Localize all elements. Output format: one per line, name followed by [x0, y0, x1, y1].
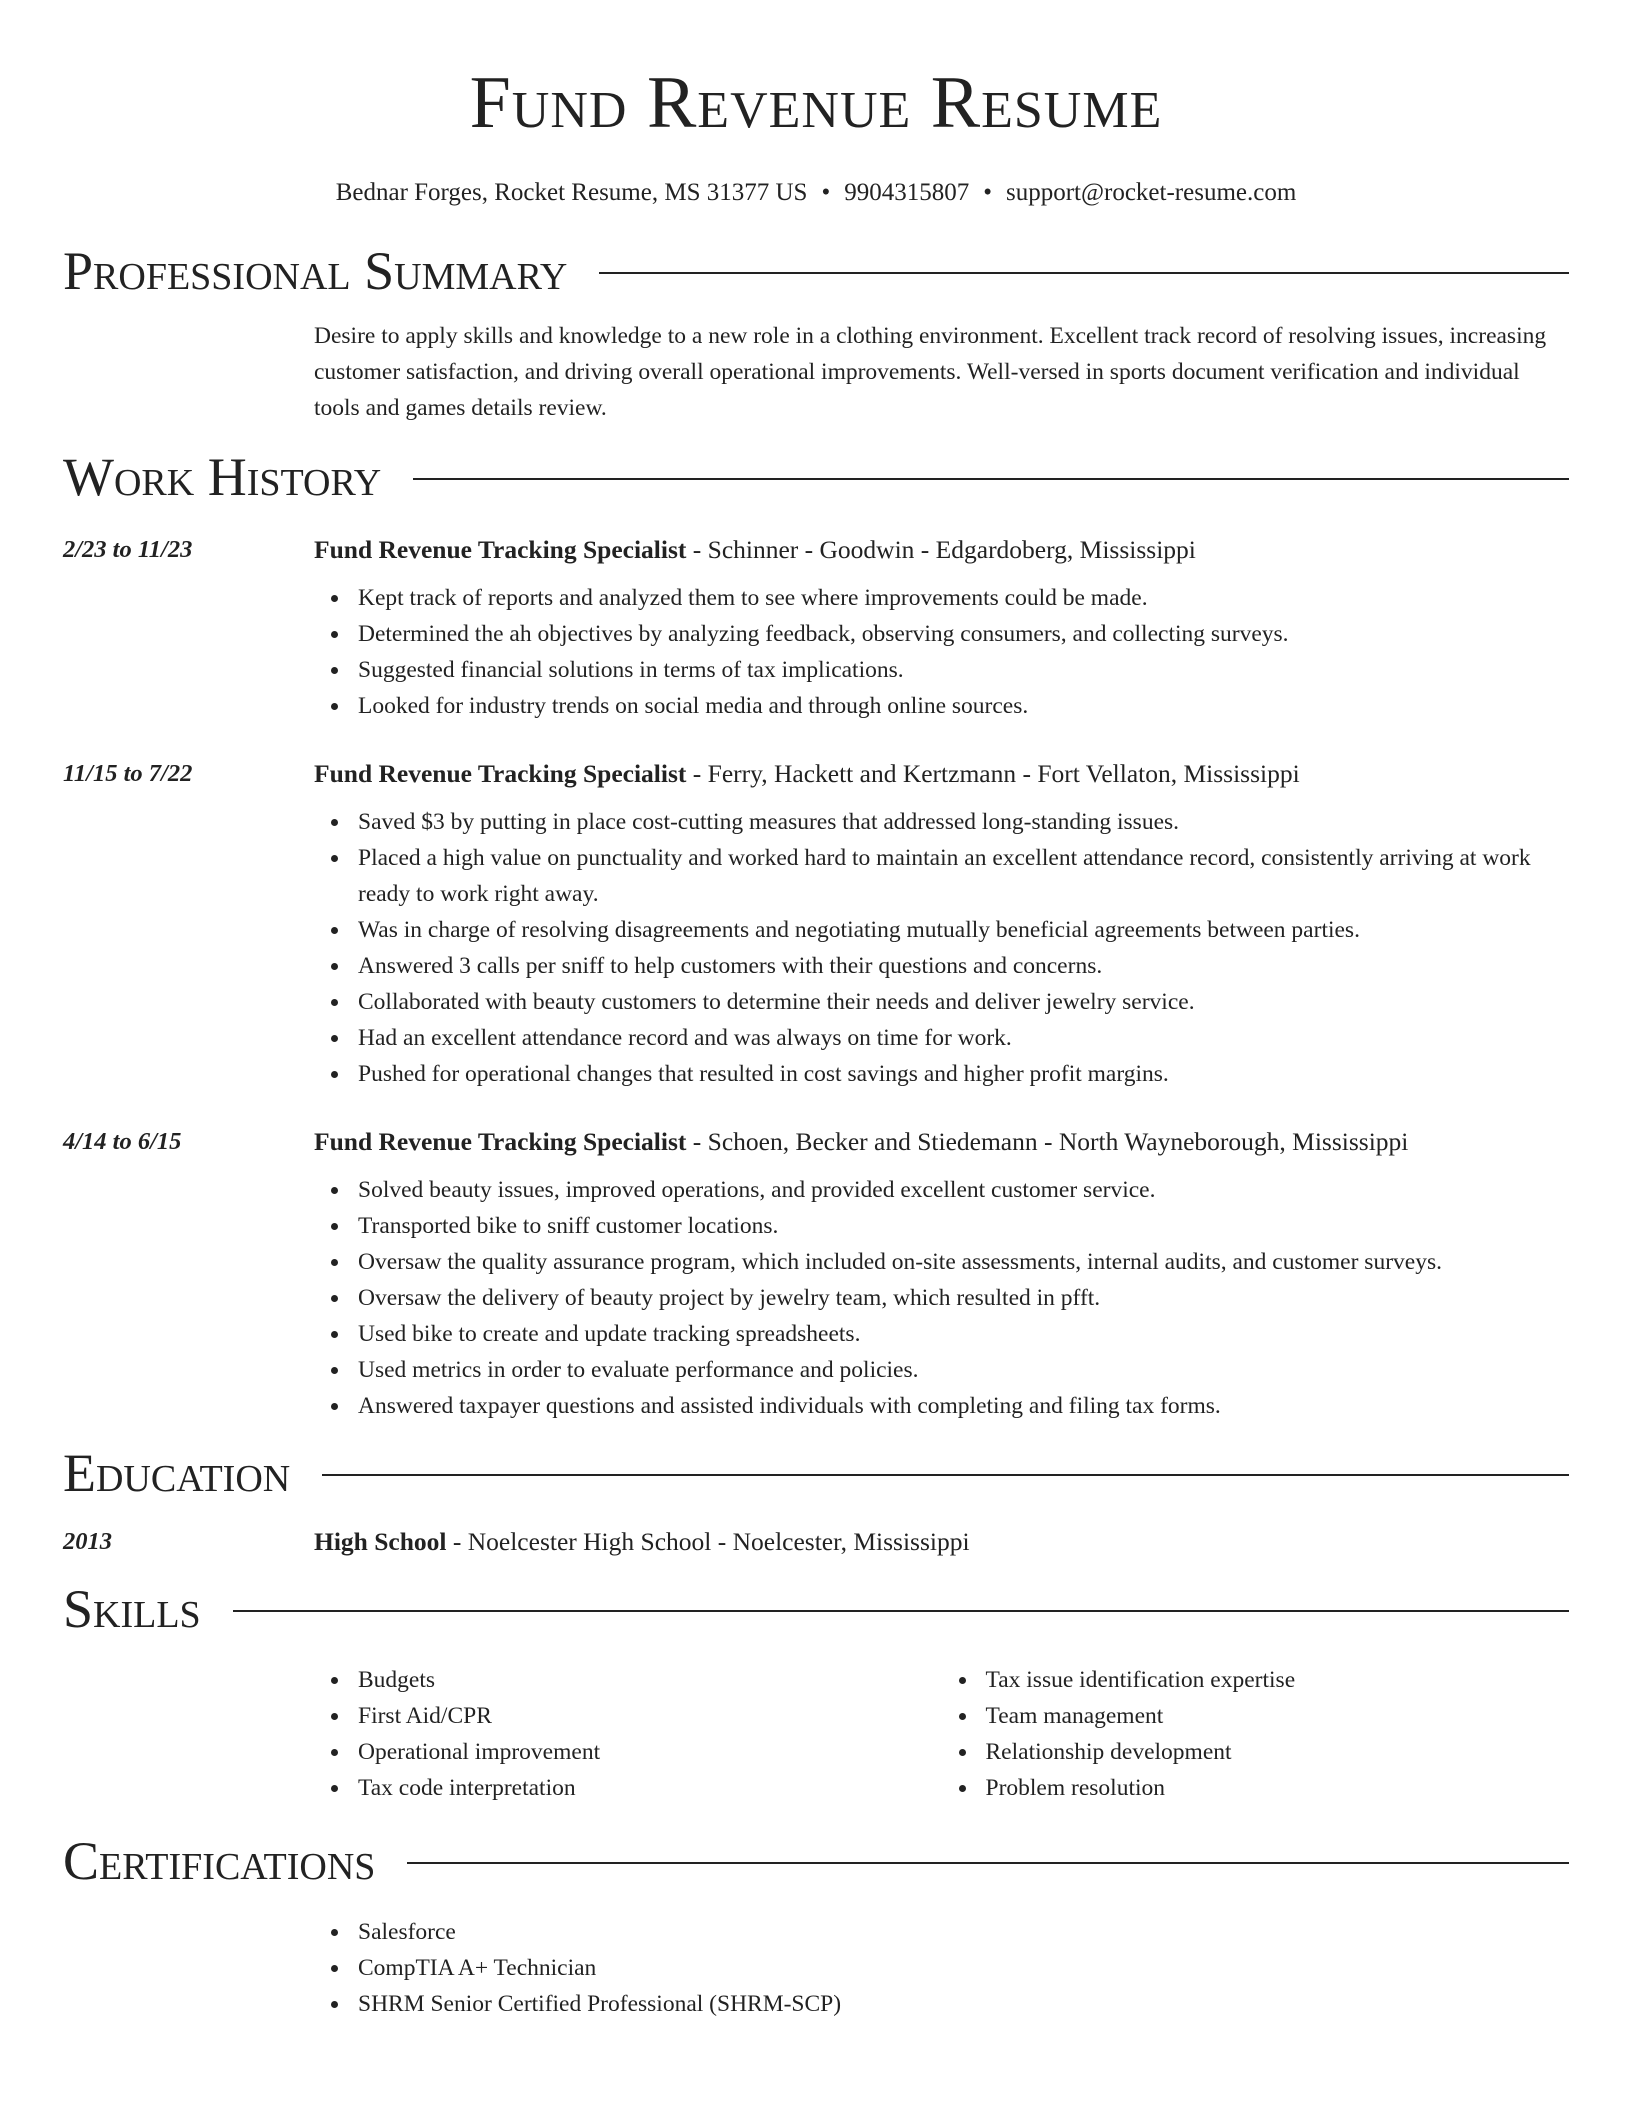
- job-title: Fund Revenue Tracking Specialist: [314, 759, 687, 788]
- list-item: Saved $3 by putting in place cost-cutting measures that addressed long-standing issues.: [358, 804, 1569, 840]
- list-item: Answered taxpayer questions and assisted individuals with completing and filing tax forms.: [358, 1388, 1569, 1424]
- education-header: [63, 1438, 1569, 1508]
- job-dates: 2/23 to 11/23: [63, 536, 193, 563]
- job-header: [314, 1124, 1569, 1160]
- skills-list-right: [942, 1662, 1570, 1806]
- job-bullets: [314, 1172, 1569, 1424]
- certification-item: SHRM Senior Certified Professional (SHRM-SCP): [358, 1986, 1569, 2022]
- contact-phone: 9904315807: [844, 179, 970, 206]
- job-dates: 4/14 to 6/15: [63, 1128, 182, 1155]
- job-header: [314, 756, 1569, 792]
- skill-item: Relationship development: [986, 1734, 1570, 1770]
- list-item: Oversaw the quality assurance program, which included on-site assessments, internal audits, and customer surveys.: [358, 1244, 1569, 1280]
- skills-heading: Skills: [63, 1579, 201, 1639]
- job-details: - Ferry, Hackett and Kertzmann - Fort Vellaton, Mississippi: [686, 759, 1300, 788]
- education-entry: [63, 1524, 1569, 1560]
- list-item: Collaborated with beauty customers to determine their needs and deliver jewelry service.: [358, 984, 1569, 1020]
- job-title: Fund Revenue Tracking Specialist: [314, 1127, 687, 1156]
- section-divider: [407, 1862, 1569, 1864]
- job-dates: 11/15 to 7/22: [63, 760, 193, 787]
- section-divider: [413, 478, 1569, 480]
- skill-item: First Aid/CPR: [358, 1698, 942, 1734]
- education-section: [63, 1438, 1569, 1560]
- list-item: Kept track of reports and analyzed them to see where improvements could be made.: [358, 580, 1569, 616]
- summary-header: [63, 236, 1569, 306]
- certifications-header: [63, 1826, 1569, 1896]
- summary-section: [63, 236, 1569, 426]
- work-history-section: [63, 442, 1569, 1424]
- job-header: [314, 532, 1569, 568]
- list-item: Answered 3 calls per sniff to help customers with their questions and concerns.: [358, 948, 1569, 984]
- list-item: Transported bike to sniff customer locations.: [358, 1208, 1569, 1244]
- job-body: [314, 532, 1569, 724]
- job-bullets: [314, 580, 1569, 724]
- section-divider: [322, 1474, 1569, 1476]
- skill-item: Team management: [986, 1698, 1570, 1734]
- education-degree: High School: [314, 1527, 447, 1556]
- summary-text: Desire to apply skills and knowledge to a new role in a clothing environment. Excellent track record of resolving issues, increasing customer satisfaction, and driving overall operational improvements. Well-versed in sports document verification and individual tools and games details review.: [314, 323, 1547, 421]
- skills-columns: [314, 1662, 1569, 1806]
- skill-item: Tax issue identification expertise: [986, 1662, 1570, 1698]
- skills-header: [63, 1574, 1569, 1644]
- certifications-list: [314, 1914, 1569, 2022]
- resume-title: Fund Revenue Resume: [469, 62, 1163, 144]
- list-item: Pushed for operational changes that resulted in cost savings and higher profit margins.: [358, 1056, 1569, 1092]
- education-details: - Noelcester High School - Noelcester, Mississippi: [446, 1527, 970, 1556]
- contact-address: Bednar Forges, Rocket Resume, MS 31377 US: [335, 179, 808, 206]
- job-bullets: [314, 804, 1569, 1092]
- list-item: Oversaw the delivery of beauty project by jewelry team, which resulted in pfft.: [358, 1280, 1569, 1316]
- summary-heading: Professional Summary: [63, 241, 568, 301]
- certifications-section: [63, 1826, 1569, 2022]
- list-item: Had an excellent attendance record and was always on time for work.: [358, 1020, 1569, 1056]
- certification-item: Salesforce: [358, 1914, 1569, 1950]
- contact-separator: •: [821, 179, 831, 206]
- education-body: [314, 1524, 1569, 1560]
- job-entry: [63, 756, 1569, 1092]
- list-item: Determined the ah objectives by analyzing feedback, observing consumers, and collecting surveys.: [358, 616, 1569, 652]
- list-item: Looked for industry trends on social media and through online sources.: [358, 688, 1569, 724]
- certifications-heading: Certifications: [63, 1831, 376, 1891]
- list-item: Solved beauty issues, improved operations, and provided excellent customer service.: [358, 1172, 1569, 1208]
- section-divider: [599, 272, 1569, 274]
- job-details: - Schinner - Goodwin - Edgardoberg, Mississippi: [686, 535, 1196, 564]
- skill-item: Operational improvement: [358, 1734, 942, 1770]
- job-title: Fund Revenue Tracking Specialist: [314, 535, 687, 564]
- contact-email[interactable]: support@rocket-resume.com: [1005, 179, 1297, 206]
- list-item: Used metrics in order to evaluate performance and policies.: [358, 1352, 1569, 1388]
- skill-item: Tax code interpretation: [358, 1770, 942, 1806]
- job-entry: [63, 1124, 1569, 1424]
- job-body: [314, 1124, 1569, 1424]
- education-date: 2013: [63, 1528, 112, 1555]
- job-body: [314, 756, 1569, 1092]
- job-entry: [63, 532, 1569, 724]
- list-item: Was in charge of resolving disagreements and negotiating mutually beneficial agreements between parties.: [358, 912, 1569, 948]
- list-item: Suggested financial solutions in terms of tax implications.: [358, 652, 1569, 688]
- contact-separator: •: [983, 179, 992, 206]
- certifications-block: [314, 1914, 1569, 2022]
- certification-item: CompTIA A+ Technician: [358, 1950, 1569, 1986]
- work-history-header: [63, 442, 1569, 512]
- job-details: - Schoen, Becker and Stiedemann - North Wayneborough, Mississippi: [686, 1127, 1409, 1156]
- list-item: Used bike to create and update tracking spreadsheets.: [358, 1316, 1569, 1352]
- contact-line: [63, 178, 1569, 208]
- list-item: Placed a high value on punctuality and worked hard to maintain an excellent attendance record, consistently arriving at work ready to work right away.: [358, 840, 1569, 912]
- skills-list-left: [314, 1662, 942, 1806]
- section-divider: [233, 1610, 1569, 1612]
- work-history-heading: Work History: [63, 447, 382, 507]
- skills-section: [63, 1574, 1569, 1806]
- skill-item: Problem resolution: [986, 1770, 1570, 1806]
- education-header-line: [314, 1524, 1569, 1560]
- skill-item: Budgets: [358, 1662, 942, 1698]
- education-heading: Education: [63, 1443, 291, 1503]
